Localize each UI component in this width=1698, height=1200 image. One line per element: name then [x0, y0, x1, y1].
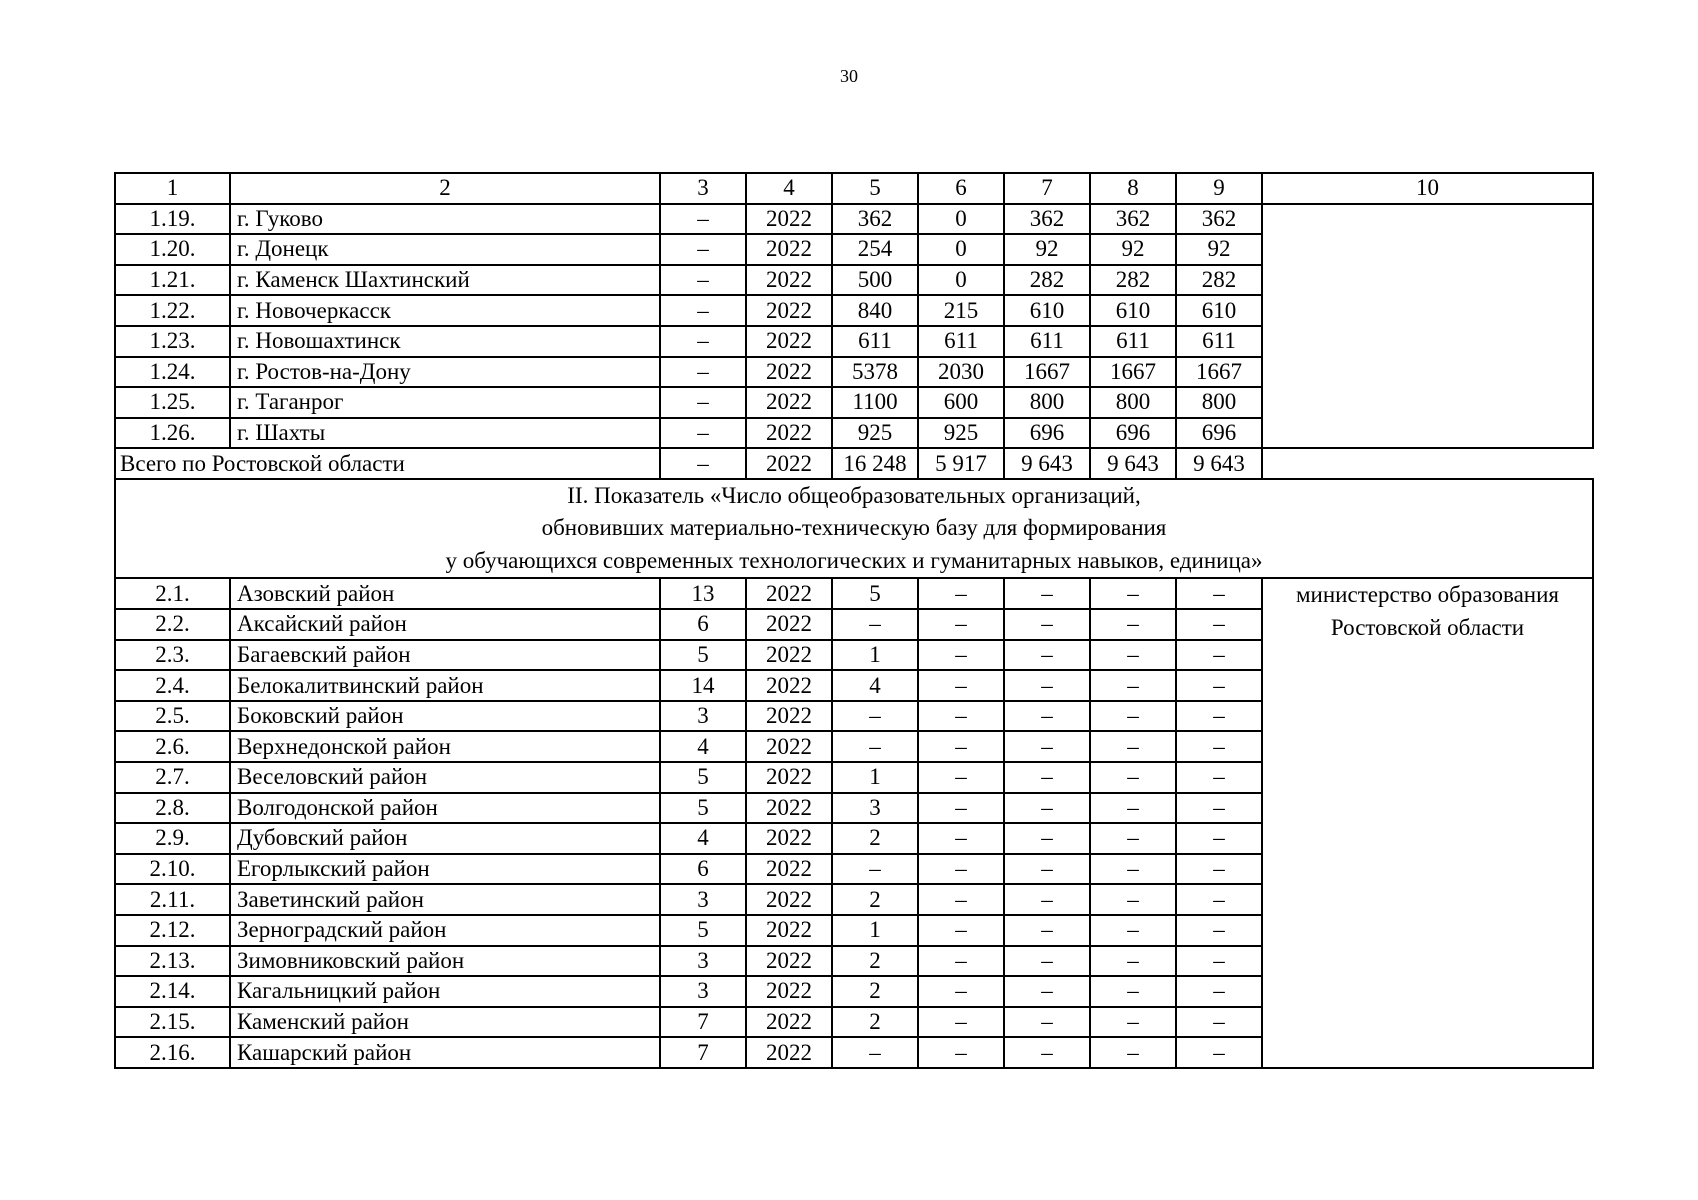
table-cell: 2022 [746, 670, 832, 701]
total-row [115, 448, 1593, 479]
table-cell: 2022 [746, 915, 832, 946]
table-cell: 2.8. [115, 793, 230, 824]
table-cell: г. Донецк [230, 234, 660, 265]
table-cell: – [1004, 884, 1090, 915]
table-cell: – [1090, 670, 1176, 701]
table-cell: 2022 [746, 854, 832, 885]
table-cell: 7 [660, 1037, 746, 1068]
table-cell: – [1004, 731, 1090, 762]
table-cell: 2022 [746, 357, 832, 388]
table-cell: – [918, 1037, 1004, 1068]
table-cell: 2030 [918, 357, 1004, 388]
table-cell: 13 [660, 578, 746, 609]
table-cell: – [1090, 1007, 1176, 1038]
table-cell: 254 [832, 234, 918, 265]
column-number: 5 [832, 173, 918, 204]
table-cell: 2022 [746, 204, 832, 235]
table-cell: 2.9. [115, 823, 230, 854]
table-cell: 840 [832, 295, 918, 326]
table-cell: 2.14. [115, 976, 230, 1007]
table-cell: – [918, 670, 1004, 701]
table-cell: 611 [1004, 326, 1090, 357]
table-cell: 611 [1176, 326, 1262, 357]
column-number: 8 [1090, 173, 1176, 204]
table-cell: – [1090, 762, 1176, 793]
table-cell: 2.1. [115, 578, 230, 609]
table-cell: – [660, 387, 746, 418]
table-cell: 2.16. [115, 1037, 230, 1068]
table-cell: Азовский район [230, 578, 660, 609]
table-cell: 1.24. [115, 357, 230, 388]
table-cell: 2.3. [115, 640, 230, 671]
page-number: 30 [840, 66, 858, 86]
table-cell: – [1090, 884, 1176, 915]
table-cell: 2 [832, 823, 918, 854]
table-cell: – [918, 731, 1004, 762]
total-cell: 9 643 [1176, 448, 1262, 479]
table-cell: 1100 [832, 387, 918, 418]
table-cell: Зерноградский район [230, 915, 660, 946]
table-cell: – [1176, 578, 1262, 609]
table-cell: г. Таганрог [230, 387, 660, 418]
table-cell: г. Новошахтинск [230, 326, 660, 357]
table-cell: 5 [660, 915, 746, 946]
table-cell: 215 [918, 295, 1004, 326]
table-cell: 5 [832, 578, 918, 609]
section2-rows [115, 578, 1593, 1068]
table-cell: 6 [660, 854, 746, 885]
table-cell: 0 [918, 234, 1004, 265]
table-cell: 2022 [746, 578, 832, 609]
table-cell: – [1176, 1007, 1262, 1038]
table-cell: – [918, 578, 1004, 609]
table-cell: – [660, 418, 746, 449]
table-cell: – [660, 357, 746, 388]
table-cell: 5 [660, 762, 746, 793]
table-cell: – [918, 640, 1004, 671]
table-row [115, 204, 1593, 235]
table-cell: 362 [1004, 204, 1090, 235]
table-cell: – [1176, 823, 1262, 854]
table-cell: 282 [1004, 265, 1090, 296]
table-cell: – [1176, 640, 1262, 671]
table-row [115, 578, 1593, 609]
table-cell: – [1004, 640, 1090, 671]
total-cell: 2022 [746, 448, 832, 479]
table-cell: 800 [1090, 387, 1176, 418]
table-cell: 0 [918, 204, 1004, 235]
table-cell: г. Шахты [230, 418, 660, 449]
section-heading-line: у обучающихся современных технологических и гуманитарных навыков, единица» [445, 547, 1263, 573]
table-cell: – [832, 701, 918, 732]
table-cell: 1.22. [115, 295, 230, 326]
table-cell: – [1176, 701, 1262, 732]
table-cell: 2.12. [115, 915, 230, 946]
table-cell: Верхнедонской район [230, 731, 660, 762]
table-cell: Зимовниковский район [230, 946, 660, 977]
table-cell: 600 [918, 387, 1004, 418]
table-cell: – [918, 823, 1004, 854]
column-number: 3 [660, 173, 746, 204]
table-cell: – [1090, 640, 1176, 671]
table-cell: – [1090, 946, 1176, 977]
column-number: 9 [1176, 173, 1262, 204]
table-cell: 5 [660, 640, 746, 671]
table-cell: 2.2. [115, 609, 230, 640]
table-cell: – [1090, 578, 1176, 609]
column-number: 7 [1004, 173, 1090, 204]
table-cell: – [1176, 762, 1262, 793]
table-cell: – [918, 793, 1004, 824]
table-cell: – [660, 265, 746, 296]
table-cell: Егорлыкский район [230, 854, 660, 885]
table-cell: 696 [1090, 418, 1176, 449]
table-cell: 4 [660, 823, 746, 854]
table-cell: – [1004, 976, 1090, 1007]
table-cell: 1.23. [115, 326, 230, 357]
table-cell: – [832, 609, 918, 640]
table-cell: 362 [1176, 204, 1262, 235]
table-cell: 2022 [746, 976, 832, 1007]
table-cell: 1667 [1004, 357, 1090, 388]
table-cell: Дубовский район [230, 823, 660, 854]
table-cell: – [1004, 609, 1090, 640]
table-cell: 2 [832, 884, 918, 915]
table-cell: – [1176, 915, 1262, 946]
table-cell: – [660, 204, 746, 235]
table-cell: 92 [1004, 234, 1090, 265]
table-cell: – [918, 762, 1004, 793]
table-cell: – [660, 326, 746, 357]
table-cell: 925 [918, 418, 1004, 449]
table-cell: 4 [832, 670, 918, 701]
table-cell: г. Каменск Шахтинский [230, 265, 660, 296]
responsible-org-empty [1262, 204, 1593, 449]
table-cell: 1667 [1090, 357, 1176, 388]
table-cell: Веселовский район [230, 762, 660, 793]
section-heading-line: II. Показатель «Число общеобразовательных организаций, [567, 482, 1141, 508]
column-number: 4 [746, 173, 832, 204]
table-cell: – [1004, 762, 1090, 793]
table-cell: 2022 [746, 326, 832, 357]
table-cell: – [832, 854, 918, 885]
table-cell: 3 [660, 701, 746, 732]
table-cell: 0 [918, 265, 1004, 296]
table-cell: Багаевский район [230, 640, 660, 671]
table-cell: 2.15. [115, 1007, 230, 1038]
table-cell: – [1004, 915, 1090, 946]
table-cell: 610 [1090, 295, 1176, 326]
table-cell: – [1004, 578, 1090, 609]
table-cell: 611 [918, 326, 1004, 357]
table-cell: 696 [1176, 418, 1262, 449]
table-cell: 2022 [746, 884, 832, 915]
table-cell: 2.5. [115, 701, 230, 732]
column-number: 1 [115, 173, 230, 204]
table-cell: 610 [1004, 295, 1090, 326]
column-number: 6 [918, 173, 1004, 204]
table-cell: 2022 [746, 418, 832, 449]
table-cell: – [918, 1007, 1004, 1038]
table-cell: – [1004, 1007, 1090, 1038]
table-cell: 1 [832, 915, 918, 946]
total-cell: 9 643 [1090, 448, 1176, 479]
indicators-table [114, 172, 1594, 1069]
table-cell: – [1090, 793, 1176, 824]
table-cell: 2.10. [115, 854, 230, 885]
total-cell: 9 643 [1004, 448, 1090, 479]
table-cell: 2.7. [115, 762, 230, 793]
table-cell: 5378 [832, 357, 918, 388]
table-cell: г. Гуково [230, 204, 660, 235]
table-cell: – [1004, 946, 1090, 977]
table-cell: 2022 [746, 1007, 832, 1038]
section-heading-row [115, 479, 1593, 579]
table-cell: – [1090, 701, 1176, 732]
table-cell: 362 [1090, 204, 1176, 235]
section1-rows [115, 204, 1593, 449]
table-cell: 500 [832, 265, 918, 296]
table-cell: 5 [660, 793, 746, 824]
table-cell: 2022 [746, 609, 832, 640]
table-cell: – [832, 731, 918, 762]
table-cell: – [1004, 1037, 1090, 1068]
table-cell: 610 [1176, 295, 1262, 326]
table-cell: 2 [832, 946, 918, 977]
table-cell: 2 [832, 976, 918, 1007]
table-cell: 800 [1004, 387, 1090, 418]
table-cell: 2.6. [115, 731, 230, 762]
total-cell: 5 917 [918, 448, 1004, 479]
table-cell: 6 [660, 609, 746, 640]
table-cell: г. Ростов-на-Дону [230, 357, 660, 388]
table-cell: 925 [832, 418, 918, 449]
table-cell: – [1090, 976, 1176, 1007]
table-cell: – [1176, 731, 1262, 762]
table-cell: 92 [1176, 234, 1262, 265]
table-cell: – [1176, 946, 1262, 977]
table-cell: – [1004, 793, 1090, 824]
table-cell: 611 [1090, 326, 1176, 357]
table-cell: 611 [832, 326, 918, 357]
table-cell: Кагальницкий район [230, 976, 660, 1007]
table-cell: – [918, 609, 1004, 640]
table-cell: – [660, 234, 746, 265]
table-cell: – [918, 976, 1004, 1007]
table-cell: Каменский район [230, 1007, 660, 1038]
table-cell: Белокалитвинский район [230, 670, 660, 701]
total-label: Всего по Ростовской области [115, 448, 660, 479]
table-cell: 282 [1176, 265, 1262, 296]
table-cell: 1.20. [115, 234, 230, 265]
table-cell: – [918, 854, 1004, 885]
table-cell: 2022 [746, 1037, 832, 1068]
column-number: 2 [230, 173, 660, 204]
table-cell: 2022 [746, 793, 832, 824]
table-cell: – [1090, 823, 1176, 854]
section-heading [115, 479, 1593, 579]
responsible-org: министерство образования Ростовской области [1262, 578, 1593, 1068]
table-cell: 2022 [746, 762, 832, 793]
table-cell: 3 [660, 976, 746, 1007]
table-cell: 696 [1004, 418, 1090, 449]
table-cell: 2022 [746, 823, 832, 854]
table-cell: Аксайский район [230, 609, 660, 640]
table-cell: – [1176, 670, 1262, 701]
table-cell: – [1176, 884, 1262, 915]
table-cell: 2022 [746, 946, 832, 977]
table-cell: 1.21. [115, 265, 230, 296]
table-cell: – [1090, 1037, 1176, 1068]
table-cell: Кашарский район [230, 1037, 660, 1068]
table-cell: – [1090, 609, 1176, 640]
table-cell: 14 [660, 670, 746, 701]
table-cell: 1 [832, 762, 918, 793]
table-cell: 1.26. [115, 418, 230, 449]
table-cell: 92 [1090, 234, 1176, 265]
table-cell: – [1004, 670, 1090, 701]
table-cell: – [1090, 731, 1176, 762]
total-cell: – [660, 448, 746, 479]
table-cell: 2.4. [115, 670, 230, 701]
total-cell: 16 248 [832, 448, 918, 479]
table-cell: – [1004, 823, 1090, 854]
table-cell: – [918, 884, 1004, 915]
table-cell: 2.13. [115, 946, 230, 977]
table-cell: Волгодонской район [230, 793, 660, 824]
table-cell: 1 [832, 640, 918, 671]
table-cell: – [1176, 609, 1262, 640]
table-cell: 2022 [746, 731, 832, 762]
table-cell: г. Новочеркасск [230, 295, 660, 326]
table-cell: – [918, 946, 1004, 977]
table-cell: – [1004, 854, 1090, 885]
table-cell: – [1090, 854, 1176, 885]
table-cell: – [918, 915, 1004, 946]
table-cell: 2022 [746, 640, 832, 671]
table-cell: 2022 [746, 234, 832, 265]
table-cell: 3 [660, 884, 746, 915]
table-cell: 3 [832, 793, 918, 824]
table-cell: Заветинский район [230, 884, 660, 915]
table-cell: 800 [1176, 387, 1262, 418]
table-cell: 282 [1090, 265, 1176, 296]
table-cell: – [1176, 793, 1262, 824]
table-cell: – [660, 295, 746, 326]
table-cell: – [1090, 915, 1176, 946]
table-cell: – [1176, 1037, 1262, 1068]
table-cell: 1.25. [115, 387, 230, 418]
table-cell: 1667 [1176, 357, 1262, 388]
table-cell: Боковский район [230, 701, 660, 732]
table-cell: – [832, 1037, 918, 1068]
table-cell: 2.11. [115, 884, 230, 915]
table-cell: – [918, 701, 1004, 732]
table-cell: 362 [832, 204, 918, 235]
table-cell: 2 [832, 1007, 918, 1038]
table-cell: – [1004, 701, 1090, 732]
table-cell: 4 [660, 731, 746, 762]
section-heading-line: обновивших материально-техническую базу для формирования [541, 515, 1167, 541]
table-cell: 2022 [746, 387, 832, 418]
table-cell: 2022 [746, 701, 832, 732]
table-cell: – [1176, 976, 1262, 1007]
table-cell: 2022 [746, 295, 832, 326]
table-cell: – [1176, 854, 1262, 885]
table-cell: 7 [660, 1007, 746, 1038]
table-cell: 3 [660, 946, 746, 977]
column-number: 10 [1262, 173, 1593, 204]
table-cell: 2022 [746, 265, 832, 296]
column-number-row [115, 173, 1593, 204]
table-cell: 1.19. [115, 204, 230, 235]
